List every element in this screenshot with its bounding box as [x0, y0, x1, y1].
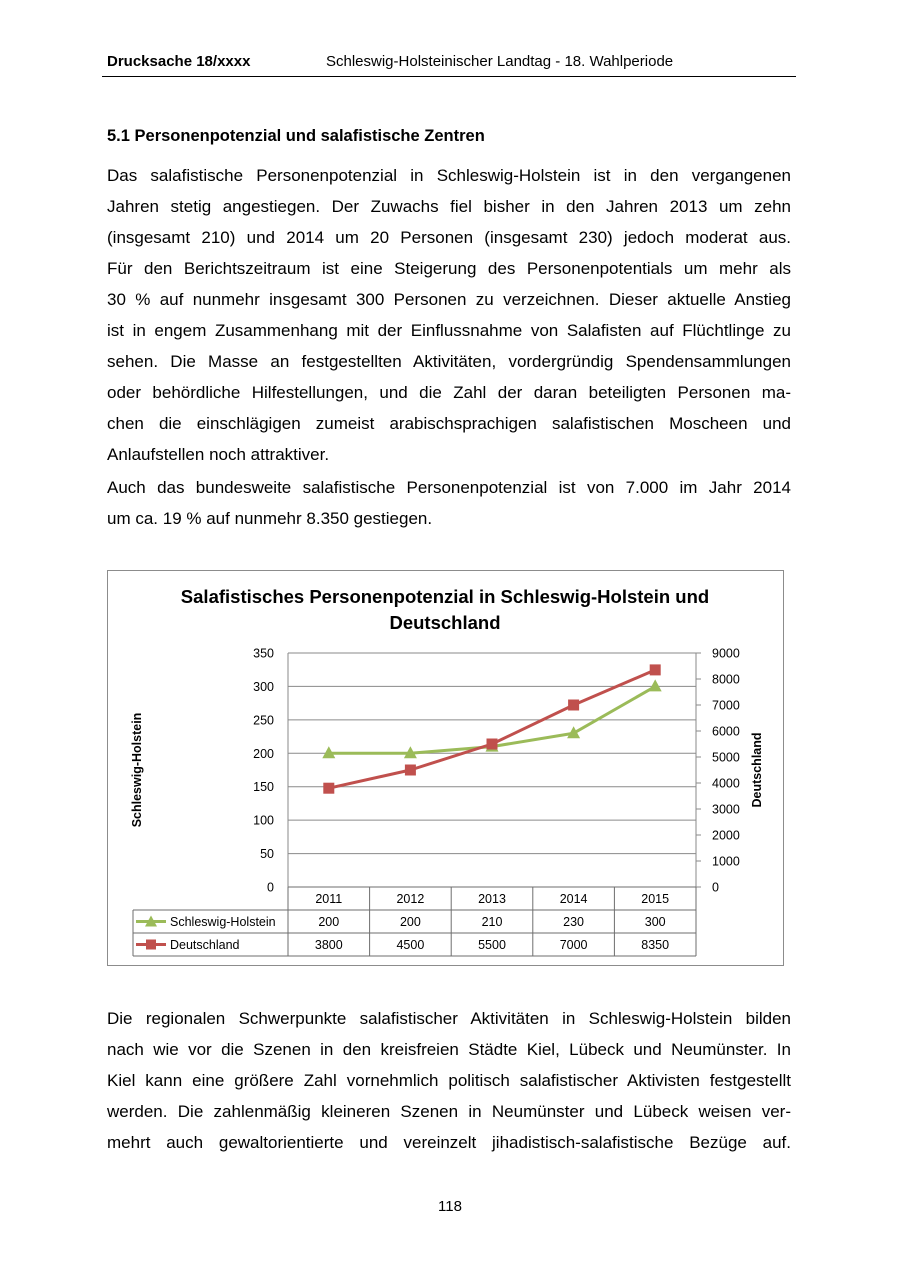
text-line: Jahren stetig angestiegen. Der Zuwachs fiel bisher in den Jahren 2013 um zehn	[107, 197, 791, 216]
text-line: sehen. Die Masse an festgestellten Aktivitäten, vordergründig Spendensammlungen	[107, 352, 791, 371]
data-point	[487, 739, 498, 750]
document-reference: Drucksache 18/xxxx	[107, 53, 251, 70]
paragraph-3	[107, 1003, 791, 1158]
y-right-tick-label: 2000	[712, 828, 740, 843]
data-table-value: 210	[481, 915, 503, 929]
y-right-tick-label: 8000	[712, 672, 740, 687]
paragraph-2	[107, 472, 791, 534]
text-line: chen die einschlägigen zumeist arabischsprachigen salafistischen Moscheen und	[107, 414, 791, 433]
y-left-tick-label: 200	[253, 746, 274, 761]
text-line: oder behördliche Hilfestellungen, und die Zahl der daran beteiligten Personen ma-	[107, 383, 791, 402]
data-table-value: 5500	[478, 938, 506, 952]
text-line: Das salafistische Personenpotenzial in Schleswig-Holstein ist in den vergangenen	[107, 166, 791, 185]
text-line: nach wie vor die Szenen in den kreisfreien Städte Kiel, Lübeck und Neumünster. In	[107, 1040, 791, 1059]
x-tick-label: 2012	[396, 892, 425, 906]
legend-marker	[146, 940, 156, 950]
text-line: Kiel kann eine größere Zahl vornehmlich politisch salafistischer Aktivisten festgestellt	[107, 1071, 791, 1090]
y-right-tick-label: 6000	[712, 724, 740, 739]
text-line: ist in engem Zusammenhang mit der Einflussnahme von Salafisten auf Flüchtlinge zu	[107, 321, 791, 340]
y-left-axis-label: Schleswig-Holstein	[130, 712, 144, 828]
page-number: 118	[438, 1198, 462, 1215]
text-line: mehrt auch gewaltorientierte und vereinzelt jihadistisch-salafistische Bezüge auf.	[107, 1133, 791, 1152]
page-header	[102, 52, 796, 77]
y-left-tick-label: 50	[260, 847, 274, 862]
y-left-tick-label: 100	[253, 813, 274, 828]
y-left-tick-label: 350	[253, 646, 274, 661]
data-table-value: 200	[399, 915, 421, 929]
line-chart	[108, 571, 783, 965]
data-point	[649, 679, 662, 691]
institution-title: Schleswig-Holsteinischer Landtag - 18. Wahlperiode	[326, 53, 674, 70]
data-table-value: 3800	[314, 938, 343, 952]
data-table-value: 8350	[641, 938, 670, 952]
y-left-tick-label: 150	[253, 780, 274, 795]
y-right-tick-label: 1000	[712, 854, 740, 869]
data-point	[405, 765, 416, 776]
text-line: 30 % auf nunmehr insgesamt 300 Personen zu verzeichnen. Dieser aktuelle Anstieg	[107, 290, 791, 309]
text-line: (insgesamt 210) und 2014 um 20 Personen (insgesamt 230) jedoch moderat aus.	[107, 228, 791, 247]
data-point	[568, 700, 579, 711]
data-table-value: 7000	[559, 938, 588, 952]
data-table-value: 300	[644, 915, 666, 929]
data-point	[323, 783, 334, 794]
data-table-value: 200	[318, 915, 340, 929]
y-left-tick-label: 250	[253, 713, 274, 728]
legend-label: Schleswig-Holstein	[170, 915, 276, 929]
chart-container	[107, 570, 784, 966]
legend-label: Deutschland	[170, 938, 240, 952]
chart-title: Deutschland	[389, 612, 501, 633]
data-table-value: 4500	[396, 938, 425, 952]
section-title: 5.1 Personenpotenzial und salafistische Zentren	[107, 127, 485, 145]
x-tick-label: 2011	[315, 892, 343, 906]
x-tick-label: 2014	[559, 892, 588, 906]
chart-title: Salafistisches Personenpotenzial in Schleswig-Holstein und	[180, 586, 710, 607]
y-left-tick-label: 300	[253, 679, 274, 694]
y-right-tick-label: 7000	[712, 698, 740, 713]
text-line: Die regionalen Schwerpunkte salafistischer Aktivitäten in Schleswig-Holstein bilden	[107, 1009, 791, 1028]
x-tick-label: 2013	[478, 892, 506, 906]
data-point	[650, 664, 661, 675]
y-right-tick-label: 9000	[712, 646, 740, 661]
data-table-value: 230	[563, 915, 585, 929]
x-tick-label: 2015	[641, 892, 670, 906]
text-line: Für den Berichtszeitraum ist eine Steigerung des Personenpotentials um mehr als	[107, 259, 791, 278]
text-line: Anlaufstellen noch attraktiver.	[107, 445, 330, 464]
y-right-tick-label: 3000	[712, 802, 740, 817]
y-right-tick-label: 4000	[712, 776, 740, 791]
text-line: werden. Die zahlenmäßig kleineren Szenen in Neumünster und Lübeck weisen ver-	[107, 1102, 791, 1121]
text-line: Auch das bundesweite salafistische Personenpotenzial ist von 7.000 im Jahr 2014	[107, 478, 791, 497]
y-left-tick-label: 0	[267, 880, 274, 895]
y-right-tick-label: 5000	[712, 750, 740, 765]
text-line: um ca. 19 % auf nunmehr 8.350 gestiegen.	[107, 509, 433, 528]
y-right-axis-label: Deutschland	[750, 732, 764, 808]
paragraph-1	[107, 160, 791, 470]
series-line	[329, 670, 655, 788]
y-right-tick-label: 0	[712, 880, 719, 895]
